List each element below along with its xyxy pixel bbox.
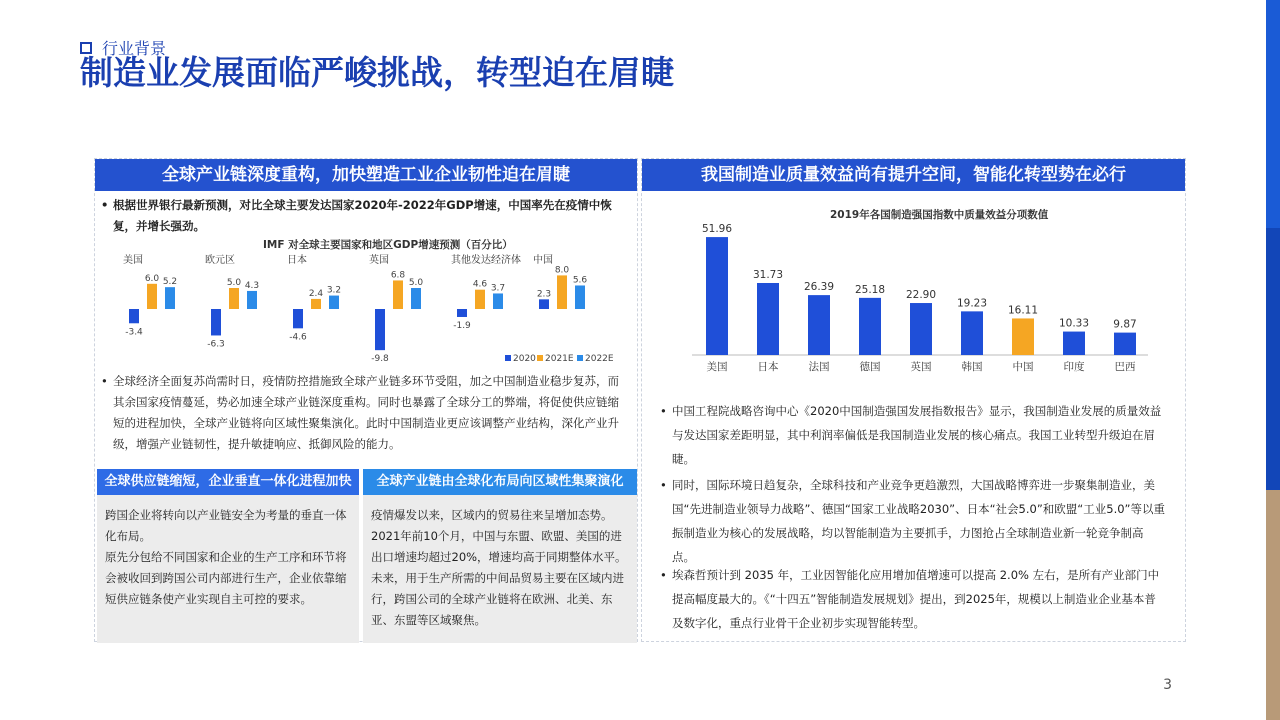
gdp-bar [539,299,549,309]
quality-value-label: 51.96 [701,223,733,236]
gdp-chart-title: IMF 对全球主要国家和地区GDP增速预测（百分比） [263,239,513,251]
quality-bar [859,298,881,355]
sub-box-supply-chain [97,469,359,643]
gdp-bar [457,309,467,317]
quality-category-label: 英国 [910,361,932,373]
gdp-value-label: 8.0 [554,265,570,276]
gdp-bar [311,299,321,309]
gdp-category-label: 欧元区 [205,255,235,266]
quality-value-label: 26.39 [803,281,835,294]
quality-bar [808,295,830,355]
gdp-bar [375,309,385,350]
quality-bar [757,283,779,355]
quality-bar [1012,318,1034,355]
quality-chart-title: 2019年各国制造强国指数中质量效益分项数值 [830,209,1049,221]
gdp-value-label: 3.7 [490,283,506,294]
left-bullet-1: • 根据世界银行最新预测，对比全球主要发达国家2020年-2022年GDP增速，中国率先在疫情中恢复，并增长强劲。 [97,195,617,237]
gdp-bar [129,309,139,323]
gdp-bar [329,296,339,309]
gdp-value-label: 5.6 [572,275,588,286]
gdp-legend-label: 2022E [585,354,614,364]
left-panel [94,158,638,642]
quality-category-label: 巴西 [1114,361,1136,373]
right-accent-strip-dark [1266,228,1280,490]
gdp-legend-swatch [577,355,583,361]
right-panel-title: 我国制造业质量效益尚有提升空间，智能化转型势在必行 [642,159,1185,191]
sub-box-regional-title: 全球产业链由全球化布局向区域性集聚演化 [363,469,637,495]
gdp-value-label: 4.3 [244,280,260,291]
sub-box-supply-chain-text: 跨国企业将转向以产业链安全为考量的垂直一体化布局。 原先分包给不同国家和企业的生产工序和环节将会被收回到跨国公司内部进行生产，企业依靠缩短供应链条使产业实现自主可控的要求。 [105,508,347,606]
right-panel [641,158,1186,642]
gdp-value-label: -4.6 [289,332,307,343]
gdp-bar [557,275,567,309]
quality-value-label: 22.90 [905,289,937,302]
right-accent-strip-tan [1266,490,1280,720]
gdp-value-label: 2.3 [536,289,552,300]
quality-category-label: 德国 [859,361,881,373]
quality-bar [1063,332,1085,355]
left-bullet-2: • 全球经济全面复苏尚需时日，疫情防控措施致全球产业链多环节受阻，加之中国制造业稳步复苏，而其余国家疫情蔓延，势必加速全球产业链深度重构。同时也暴露了全球分工的弊端，将促使供应链缩短的进程加快，全球产业链将向区域性聚集演化。此时中国制造业更应该调整产业结构，深化产业升级，增强产业链韧性，提升敏捷响应、抵御风险的能力。 [97,371,627,455]
gdp-bar [147,284,157,309]
right-bullet-1: • 中国工程院战略咨询中心《2020中国制造强国发展指数报告》显示，我国制造业发展的质量效益与发达国家差距明显，其中利润率偏低是我国制造业发展的核心痛点。我国工业转型升级迫在眉睫。 [656,399,1166,471]
quality-category-label: 韩国 [961,361,983,373]
sub-box-regional-text: 疫情爆发以来，区域内的贸易往来呈增加态势。2021年前10个月，中国与东盟、欧盟、美国的进出口增速均超过20%，增速均高于同期整体水平。未来，用于生产所需的中间品贸易主要在区域内进行，跨国公司的全球产业链将在欧洲、北美、东亚、东盟等区域聚焦。 [371,508,627,627]
gdp-bar [293,309,303,328]
quality-bar [961,311,983,355]
gdp-bar [575,285,585,309]
quality-bar [1114,333,1136,355]
gdp-legend-swatch [537,355,543,361]
right-bullet-2: • 同时，国际环境日趋复杂，全球科技和产业竞争更趋激烈，大国战略博弈进一步聚集制造业，美国“先进制造业领导力战略”、德国“国家工业战略2030”、日本“社会5.0”和欧盟“工业5.0”等以重振制造业为核心的发展战略，均以智能制造为主要抓手，力图抢占全球制造业新一轮竞争制高点。 [656,473,1166,569]
gdp-category-label: 其他发达经济体 [451,255,521,266]
gdp-value-label: 5.2 [162,277,178,288]
page-title: 制造业发展面临严峻挑战，转型迫在眉睫 [80,53,674,92]
quality-value-label: 19.23 [956,297,988,310]
gdp-value-label: 6.8 [390,270,406,281]
gdp-bar [475,290,485,309]
gdp-value-label: -6.3 [207,339,225,350]
quality-index-chart [692,219,1152,379]
gdp-legend-swatch [505,355,511,361]
quality-bar [910,303,932,355]
quality-category-label: 中国 [1012,361,1034,373]
gdp-growth-chart [115,253,627,365]
quality-category-label: 日本 [757,361,779,373]
gdp-category-label: 日本 [287,255,307,266]
gdp-value-label: 3.2 [326,285,342,296]
gdp-category-label: 英国 [369,255,389,266]
gdp-bar [247,291,257,309]
left-panel-title: 全球产业链深度重构，加快塑造工业企业韧性迫在眉睫 [95,159,637,191]
sub-box-regional [363,469,637,643]
gdp-bar [493,293,503,309]
gdp-value-label: 5.0 [226,278,242,288]
quality-value-label: 16.11 [1007,304,1039,317]
gdp-bar [411,288,421,309]
quality-bar [706,237,728,355]
right-bullet-3: • 埃森哲预计到 2035 年，工业因智能化应用增加值增速可以提高 2.0% 左右，是所有产业部门中提高幅度最大的。《“十四五”智能制造发展规划》提出，到2025年，规模以上制造业企业基本普及数字化，重点行业骨干企业初步实现智能转型。 [656,563,1166,635]
gdp-value-label: -1.9 [453,320,471,331]
quality-category-label: 印度 [1063,361,1085,373]
gdp-legend-label: 2020 [513,354,536,364]
gdp-bar [165,287,175,309]
gdp-bar [393,280,403,309]
page-number: 3 [1163,677,1172,693]
gdp-category-label: 美国 [123,255,143,266]
gdp-bar [229,288,239,309]
gdp-value-label: 6.0 [144,273,160,284]
gdp-value-label: 4.6 [472,279,488,290]
gdp-bar [211,309,221,335]
gdp-value-label: -3.4 [125,327,143,338]
gdp-value-label: -9.8 [371,354,389,365]
gdp-value-label: 5.0 [408,278,424,288]
quality-value-label: 31.73 [752,268,784,281]
quality-value-label: 25.18 [854,283,886,296]
gdp-legend-label: 2021E [545,354,574,364]
gdp-category-label: 中国 [533,255,553,266]
sub-box-supply-chain-title: 全球供应链缩短，企业垂直一体化进程加快 [97,469,359,495]
quality-value-label: 9.87 [1113,318,1137,331]
gdp-value-label: 2.4 [308,288,324,299]
quality-category-label: 法国 [808,361,830,373]
quality-category-label: 美国 [706,361,728,373]
quality-value-label: 10.33 [1058,317,1090,330]
section-label-text: 行业背景 [102,39,167,58]
